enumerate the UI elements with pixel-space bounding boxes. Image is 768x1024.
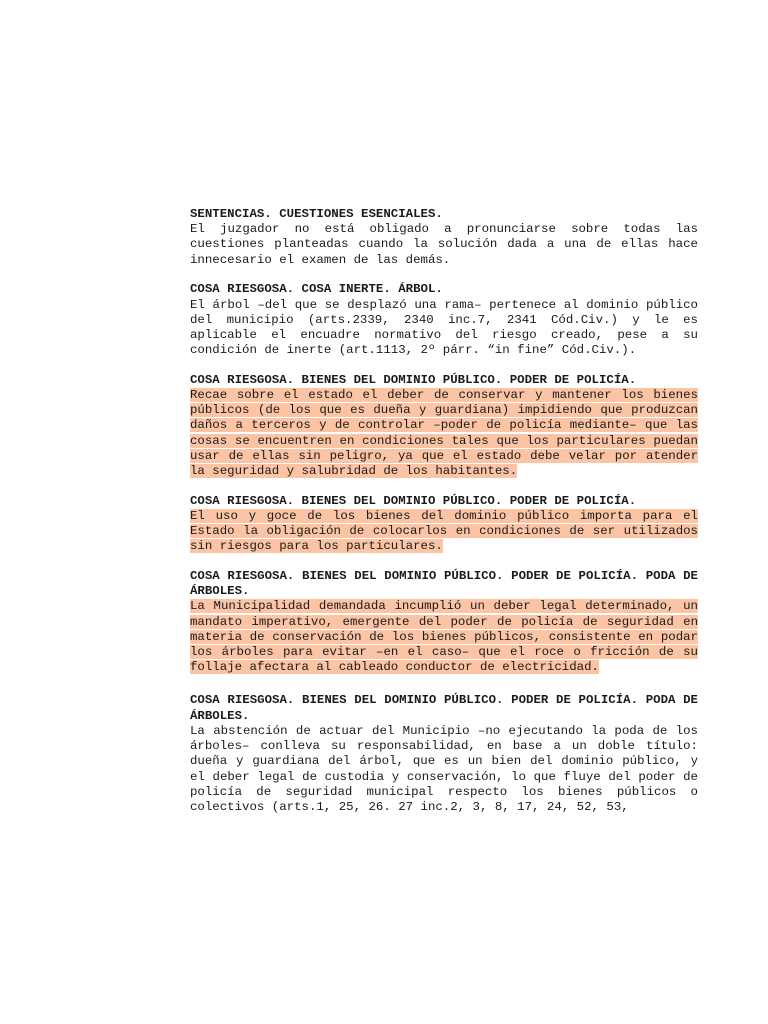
section-heading: SENTENCIAS. CUESTIONES ESENCIALES.	[190, 207, 443, 221]
section-body-text: La abstención de actuar del Municipio –no ejecutando la poda de los árboles– conlleva su responsabilidad, en base a un doble título: dueña y guardiana del árbol, que es un bien del dominio público, y el deber legal de custodia y conservación, lo que fluye del poder de policía de seguridad municipal respecto los bienes públicos o colectivos (arts.1, 25, 26. 27 inc.2, 3, 8, 17, 24, 52, 53,	[190, 723, 698, 814]
section-body	[190, 509, 698, 555]
section-body	[190, 222, 698, 268]
highlighted-text: Recae sobre el estado el deber de conservar y mantener los bienes públicos (de los que es dueña y guardiana) impidiendo que produzcan daños a terceros y de controlar –poder de policía mediante– que las cosas se encuentren en condiciones tales que los particulares puedan usar de ellas sin peligro, ya que el estado debe velar por atender la seguridad y salubridad de los habitantes.	[190, 388, 698, 479]
summary-section	[190, 207, 698, 268]
section-heading: COSA RIESGOSA. BIENES DEL DOMINIO PÚBLICO. PODER DE POLICÍA. PODA DE ÁRBOLES.	[190, 693, 698, 723]
document-page	[190, 207, 698, 830]
section-heading: COSA RIESGOSA. BIENES DEL DOMINIO PÚBLICO. PODER DE POLICÍA.	[190, 493, 637, 508]
section-heading: COSA RIESGOSA. BIENES DEL DOMINIO PÚBLICO. PODER DE POLICÍA.	[190, 372, 637, 387]
section-heading: COSA RIESGOSA. COSA INERTE. ÁRBOL.	[190, 282, 443, 297]
summary-section	[190, 569, 698, 675]
section-heading: COSA RIESGOSA. BIENES DEL DOMINIO PÚBLICO. PODER DE POLICÍA. PODA DE ÁRBOLES.	[190, 569, 698, 599]
section-body	[190, 599, 698, 675]
section-body	[190, 298, 698, 359]
summary-section	[190, 693, 698, 815]
section-body	[190, 724, 698, 815]
section-body-text: El árbol –del que se desplazó una rama– pertenece al dominio público del municipio (arts.2339, 2340 inc.7, 2341 Cód.Civ.) y le es aplicable el encuadre normativo del riesgo creado, pese a su condición de inerte (art.1113, 2º párr. “in fine” Cód.Civ.).	[190, 297, 698, 358]
summary-section	[190, 494, 698, 555]
highlighted-text: La Municipalidad demandada incumplió un deber legal determinado, un mandato imperativo, emergente del poder de policía de seguridad en materia de conservación de los bienes públicos, consistente en podar los árboles para evitar –en el caso– que el roce o fricción de su follaje afectara al cableado conductor de electricidad.	[190, 599, 698, 675]
highlighted-text: El uso y goce de los bienes del dominio público importa para el Estado la obligación de colocarlos en condiciones de ser utilizados sin riesgos para los particulares.	[190, 508, 698, 554]
section-body	[190, 388, 698, 479]
summary-section	[190, 373, 698, 479]
section-body-text: El juzgador no está obligado a pronunciarse sobre todas las cuestiones planteadas cuando la solución dada a una de ellas hace innecesario el examen de las demás.	[190, 222, 698, 267]
summary-section	[190, 282, 698, 358]
